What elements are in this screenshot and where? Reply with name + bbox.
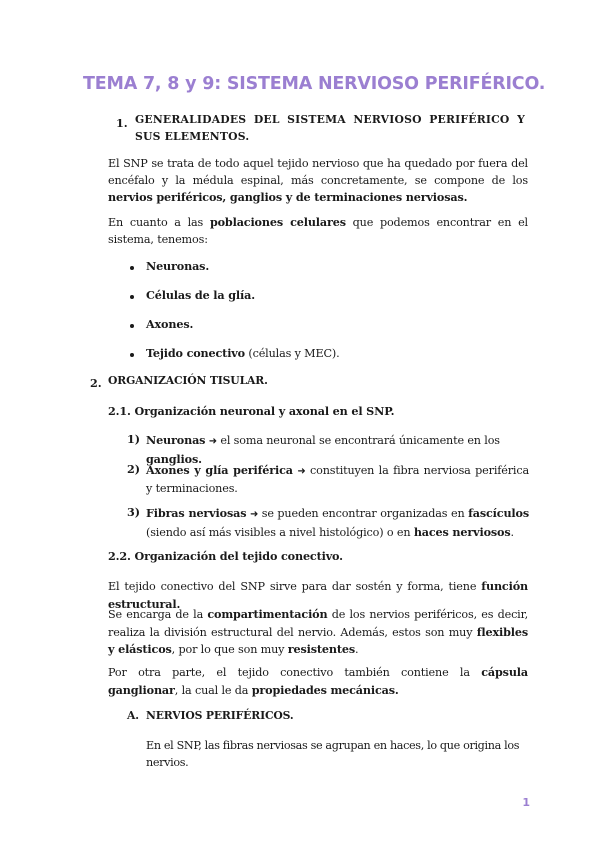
section-1-number: 1.	[116, 116, 128, 130]
list-item: Axones.	[146, 317, 194, 331]
list-item: Neuronas ➜ el soma neuronal se encontrará únicamente en los ganglios.	[146, 433, 500, 466]
bullet-icon	[130, 353, 134, 357]
list-item: Fibras nerviosas ➜ se pueden encontrar organizadas en fascículos (siendo así más visibles a nivel histológico) o en haces nerviosos.	[146, 506, 529, 539]
subsection-a-heading: NERVIOS PERIFÉRICOS.	[146, 709, 294, 722]
paragraph-connective-function: El tejido conectivo del SNP sirve para dar sostén y forma, tiene función estructural.	[108, 579, 528, 611]
arrow-right-icon: ➜	[208, 436, 217, 447]
section-2-heading: ORGANIZACIÓN TISULAR.	[108, 374, 268, 387]
section-2-number: 2.	[90, 376, 102, 390]
subsection-2-2-heading: 2.2. Organización del tejido conectivo.	[108, 549, 343, 563]
list-item: Tejido conectivo (células y MEC).	[146, 346, 340, 360]
paragraph-compartmentation: Se encarga de la compartimentación de los nervios periféricos, es decir, realiza la división estructural del nervio. Además, estos son muy flexibles y elásticos, por lo que son muy resistentes.	[108, 607, 528, 656]
bullet-icon	[130, 295, 134, 299]
list-item: Neuronas.	[146, 259, 210, 273]
list-item: Axones y glía periférica ➜ constituyen la fibra nerviosa periférica y terminaciones.	[146, 463, 529, 495]
item-number: 1)	[127, 432, 141, 446]
page-title: TEMA 7, 8 y 9: SISTEMA NERVIOSO PERIFÉRICO.	[83, 74, 546, 94]
paragraph-ganglionic-capsule: Por otra parte, el tejido conectivo también contiene la cápsula ganglionar, la cual le da propiedades mecánicas.	[108, 665, 528, 697]
paragraph-cell-populations: En cuanto a las poblaciones celulares que podemos encontrar en el sistema, tenemos:	[108, 215, 528, 246]
arrow-right-icon: ➜	[297, 466, 306, 477]
section-1-heading: GENERALIDADES DEL SISTEMA NERVIOSO PERIFÉRICO Y SUS ELEMENTOS.	[135, 113, 525, 143]
item-number: 2)	[127, 462, 141, 476]
bullet-icon	[130, 324, 134, 328]
item-number: 3)	[127, 505, 141, 519]
paragraph-nerve-bundles: En el SNP, las fibras nerviosas se agrupan en haces, lo que origina los nervios.	[146, 739, 520, 769]
paragraph-snp-definition: El SNP se trata de todo aquel tejido nervioso que ha quedado por fuera del encéfalo y la médula espinal, más concretamente, se compone de los nervios periféricos, ganglios y de terminaciones nerviosas.	[108, 157, 528, 204]
arrow-right-icon: ➜	[249, 509, 259, 520]
page-number: 1	[522, 796, 530, 809]
bullet-icon	[130, 266, 134, 270]
list-item: Células de la glía.	[146, 288, 255, 302]
subsection-a-letter: A.	[127, 709, 139, 722]
subsection-2-1-heading: 2.1. Organización neuronal y axonal en el SNP.	[108, 404, 395, 418]
